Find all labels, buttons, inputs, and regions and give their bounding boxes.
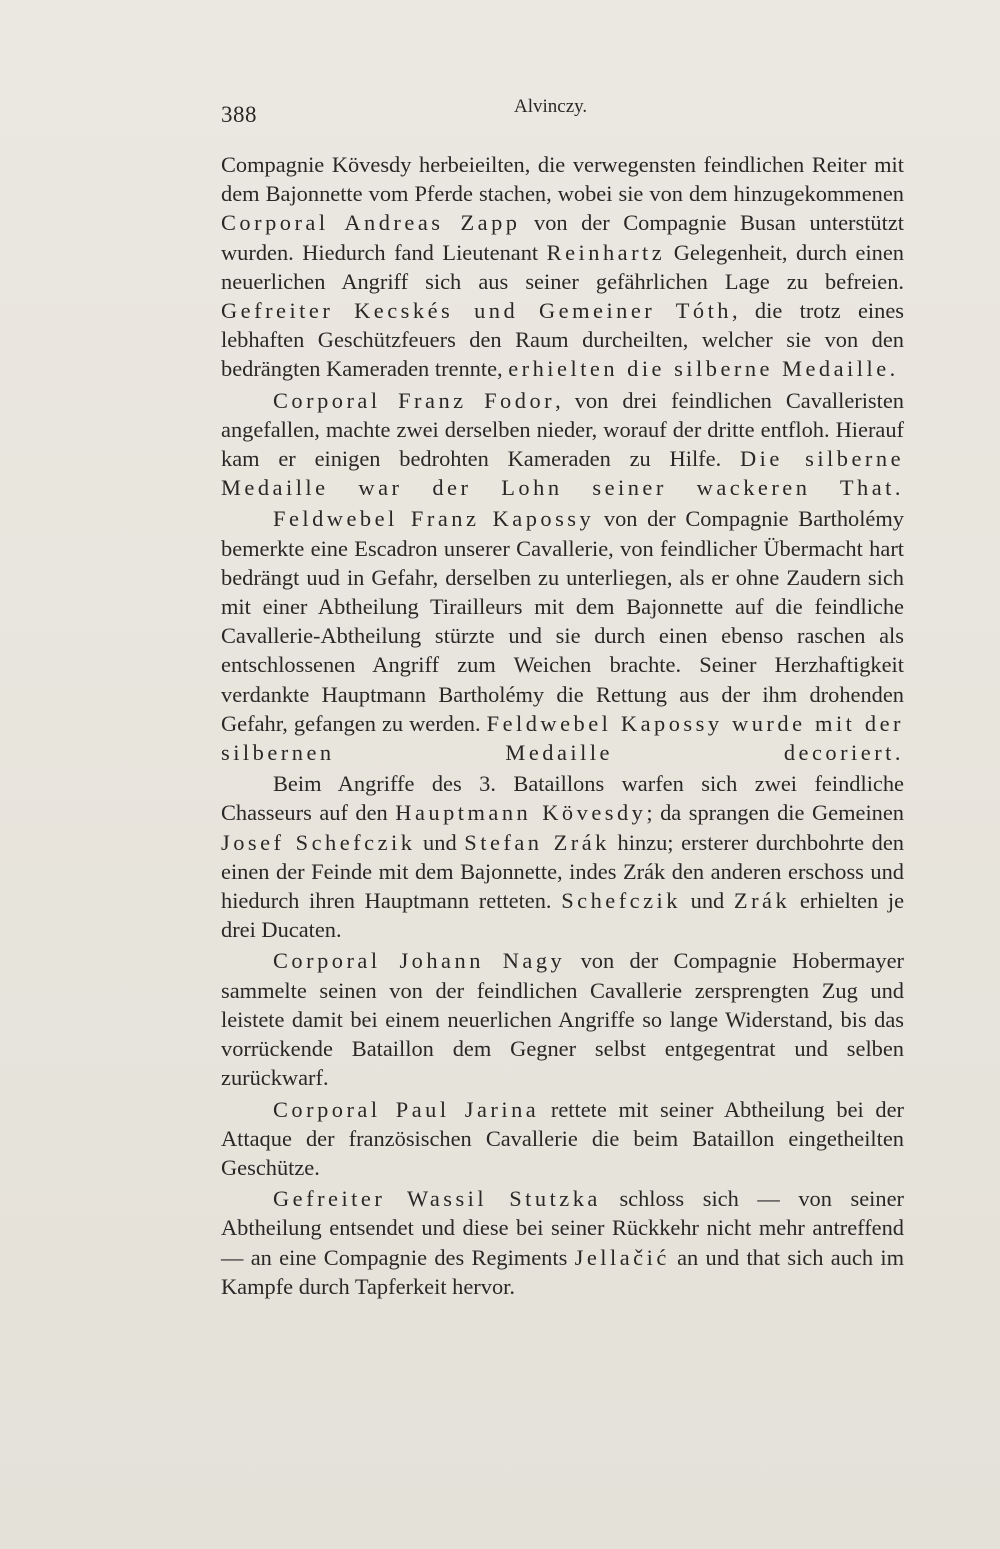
text-segment: hinzu; ersterer durchbohrte den einen der Feinde mit dem Bajonnette, indes Zrák den anderen erschoss und hiedurch ihren Hauptmann retteten.	[221, 829, 905, 914]
text-segment: erhielten je drei Ducaten.	[221, 888, 905, 943]
spaced-name: Hauptmann Kövesdy	[395, 800, 647, 826]
text-segment: Gelegenheit, durch einen neuerlichen Angriff sich aus seiner gefährlichen Lage zu befreien.	[221, 239, 904, 294]
text-segment: ; da sprangen die Gemeinen	[646, 800, 904, 826]
paragraph-6	[221, 1095, 904, 1183]
paragraph-7	[221, 1184, 904, 1301]
text-segment: , von drei feindlichen Cavalleristen angefallen, machte zwei derselben nieder, worauf der dritte entfloh. Hierauf kam er einigen bedrohten Kameraden zu Hilfe.	[221, 387, 905, 472]
body-text	[221, 150, 904, 1303]
spaced-name: Zrák	[733, 888, 791, 914]
spaced-name: Jellačić	[574, 1244, 670, 1270]
running-title: Alvinczy.	[514, 96, 588, 117]
spaced-name: Reinhartz	[546, 239, 666, 265]
page-number: 388	[221, 102, 257, 127]
text-segment: und	[680, 888, 734, 914]
text-segment: von der Compagnie Bartholémy bemerkte eine Escadron unserer Cavallerie, von feindlicher Übermacht hart bedrängt uud in Gefahr, derselben zu unterliegen, als er ohne Zaudern sich mit einer Abtheilung Tirailleurs mit dem Bajonnette auf die feindliche Cavallerie-Abtheilung stürzte und sie durch einen ebenso raschen als entschlossenen Angriff zum Weichen brachte. Seiner Herzhaftigkeit verdankte Hauptmann Bartholémy die Rettung aus der ihm drohenden Gefahr, gefangen zu werden.	[221, 506, 904, 736]
text-segment: rettete mit seiner Abtheilung bei der Attaque der französischen Cavallerie die beim Bataillon eingetheilten Geschütze.	[221, 1096, 904, 1180]
spaced-name: Corporal Johann Nagy	[273, 948, 566, 974]
text-segment: Beim Angriffe des 3. Bataillons warfen sich zwei feindliche Chasseurs auf den	[221, 771, 904, 826]
text-segment: schloss sich — von seiner Abtheilung entsendet und diese bei seiner Rückkehr nicht mehr antreffend — an eine Compagnie des Regiments	[221, 1186, 904, 1270]
spaced-phrase: Feldwebel Kapossy wurde mit der silbernen Medaille decoriert.	[221, 710, 905, 766]
paragraph-1	[221, 150, 904, 384]
text-segment: , die trotz eines lebhaften Geschützfeuers den Raum durcheilten, welcher sie von den bedrängten Kameraden trennte,	[221, 298, 904, 382]
spaced-name: Josef Schefczik	[221, 829, 416, 855]
text-segment: von der Compagnie Hobermayer sammelte seinen von der feindlichen Cavallerie zersprengten Zug und leistete damit bei einem neuerlichen Angriffe so lange Widerstand, bis das vorrückende Bataillon dem Gegner selbst entgegentrat und selben zurückwarf.	[221, 948, 904, 1091]
spaced-phrase: Die silberne Medaille war der Lohn seiner wackeren That.	[221, 446, 905, 501]
spaced-name: Corporal Andreas Zapp	[221, 210, 521, 236]
spaced-name: Gefreiter Wassil Stutzka	[273, 1186, 601, 1212]
page-header	[221, 96, 911, 136]
text-segment: und	[415, 829, 465, 855]
spaced-name: Stefan Zrák	[464, 829, 610, 855]
text-segment: an und that sich auch im Kampfe durch Tapferkeit hervor.	[221, 1244, 904, 1299]
spaced-name: Corporal Paul Jarina	[273, 1096, 540, 1122]
text-segment: Compagnie Kövesdy herbeieilten, die verwegensten feindlichen Reiter mit dem Bajonnette vom Pferde stachen, wobei sie von dem hinzugekommenen	[221, 152, 904, 207]
paragraph-4	[221, 769, 904, 944]
spaced-name: Feldwebel Franz Kapossy	[273, 506, 595, 532]
paragraph-5	[221, 946, 904, 1092]
spaced-phrase: erhielten die silberne Medaille.	[508, 356, 899, 382]
paragraph-3	[221, 504, 904, 767]
text-segment: von der Compagnie Busan unterstützt wurden. Hiedurch fand Lieutenant	[221, 210, 904, 265]
spaced-name: Corporal Franz Fodor	[273, 387, 556, 413]
spaced-name: Gefreiter Kecskés und Gemeiner Tóth	[221, 298, 732, 324]
paragraph-2	[221, 386, 904, 503]
spaced-name: Schefczik	[561, 888, 681, 914]
